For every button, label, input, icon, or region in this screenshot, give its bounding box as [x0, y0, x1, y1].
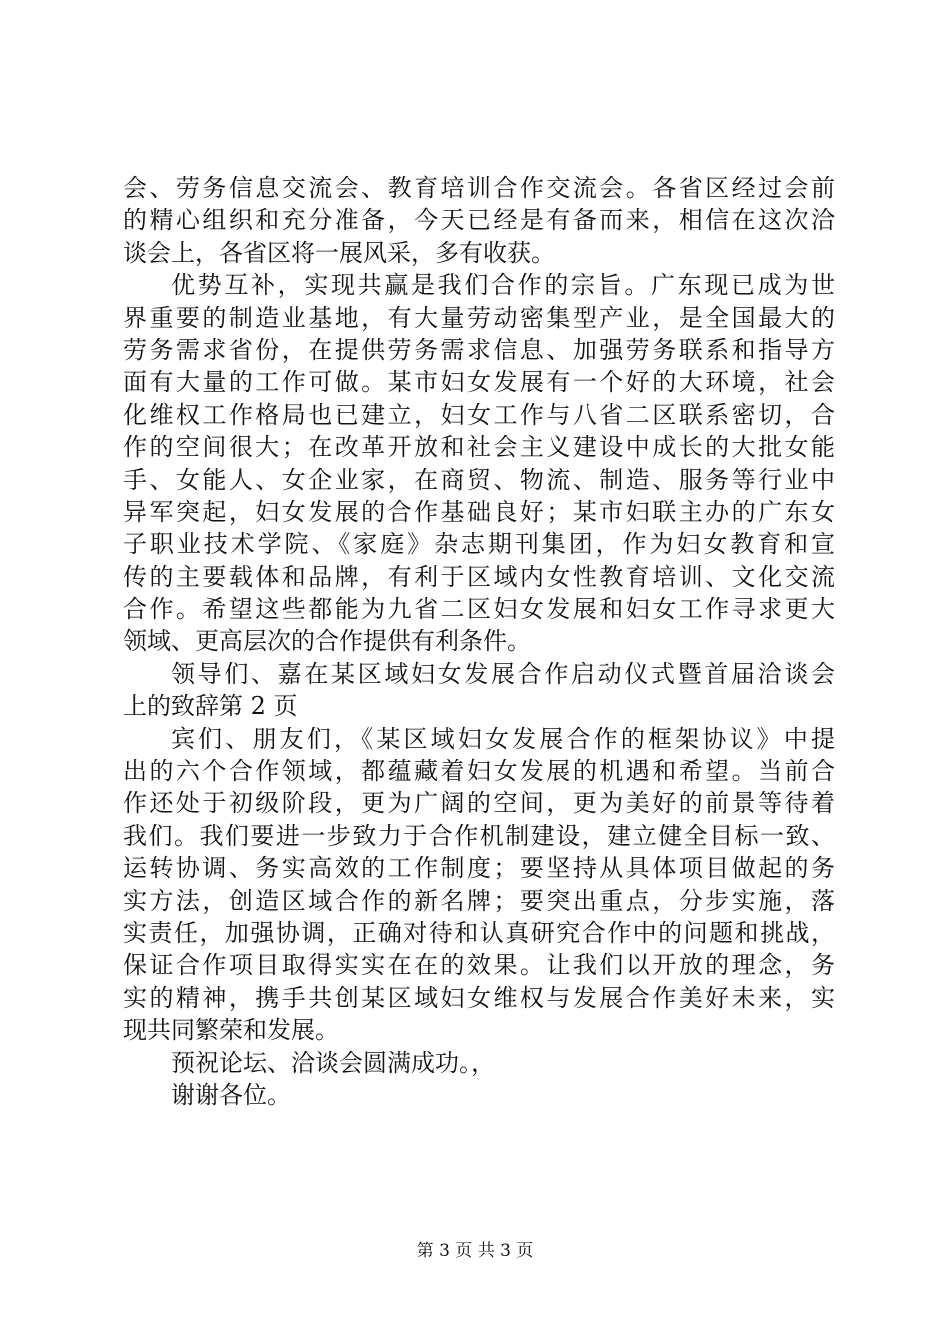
text-line: 异军突起，妇女发展的合作基础良好；某市妇联主办的广东女	[123, 497, 835, 526]
text-line: 界重要的制造业基地，有大量劳动密集型产业，是全国最大的	[123, 303, 835, 332]
text-line: 宾们、朋友们，《某区域妇女发展合作的框架协议》中提	[171, 724, 835, 753]
text-line: 作还处于初级阶段，更为广阔的空间，更为美好的前景等待着	[123, 789, 835, 818]
text-line: 运转协调、务实高效的工作制度；要坚持从具体项目做起的务	[123, 854, 835, 883]
text-line: 子职业技术学院、《家庭》杂志期刊集团，作为妇女教育和宣	[123, 530, 835, 559]
text-line: 我们。我们要进一步致力于合作机制建设，建立健全目标一致、	[123, 821, 835, 850]
text-line: 面有大量的工作可做。某市妇女发展有一个好的大环境，社会	[123, 368, 835, 397]
text-line: 出的六个合作领域，都蕴藏着妇女发展的机遇和希望。当前合	[123, 757, 835, 786]
text-line: 会、劳务信息交流会、教育培训合作交流会。各省区经过会前	[123, 174, 835, 202]
page-footer: 第 3 页 共 3 页	[416, 1241, 534, 1261]
text-line: 劳务需求省份，在提供劳务需求信息、加强劳务联系和指导方	[123, 335, 835, 364]
text-line: 保证合作项目取得实实在在的效果。让我们以开放的理念，务	[123, 951, 835, 980]
text-line: 领导们、嘉在某区域妇女发展合作启动仪式暨首届洽谈会	[171, 659, 835, 688]
text-line: 实责任，加强协调，正确对待和认真研究合作中的问题和挑战，	[123, 918, 835, 947]
text-line: 谢谢各位。	[171, 1080, 291, 1109]
text-line: 传的主要载体和品牌，有利于区域内女性教育培训、文化交流	[123, 562, 835, 591]
text-line: 谈会上，各省区将一展风采，多有收获。	[123, 238, 555, 267]
text-line: 化维权工作格局也已建立，妇女工作与八省二区联系密切，合	[123, 400, 835, 429]
text-line: 作的空间很大；在改革开放和社会主义建设中成长的大批女能	[123, 433, 835, 462]
text-line: 实方法，创造区域合作的新名牌；要突出重点，分步实施，落	[123, 886, 835, 915]
text-line: 现共同繁荣和发展。	[123, 1016, 339, 1045]
text-line: 合作。希望这些都能为九省二区妇女发展和妇女工作寻求更大	[123, 595, 835, 624]
text-line: 领域、更高层次的合作提供有利条件。	[123, 627, 531, 656]
text-line: 预祝论坛、洽谈会圆满成功。，	[171, 1048, 495, 1077]
text-line: 实的精神，携手共创某区域妇女维权与发展合作美好未来，实	[123, 983, 835, 1012]
text-line: 的精心组织和充分准备，今天已经是有备而来，相信在这次洽	[123, 206, 835, 235]
document-body	[123, 172, 835, 1111]
text-line: 上的致辞第 2 页	[123, 692, 298, 721]
text-line: 优势互补，实现共赢是我们合作的宗旨。广东现已成为世	[171, 271, 835, 300]
text-line: 手、女能人、女企业家，在商贸、物流、制造、服务等行业中	[123, 465, 835, 494]
